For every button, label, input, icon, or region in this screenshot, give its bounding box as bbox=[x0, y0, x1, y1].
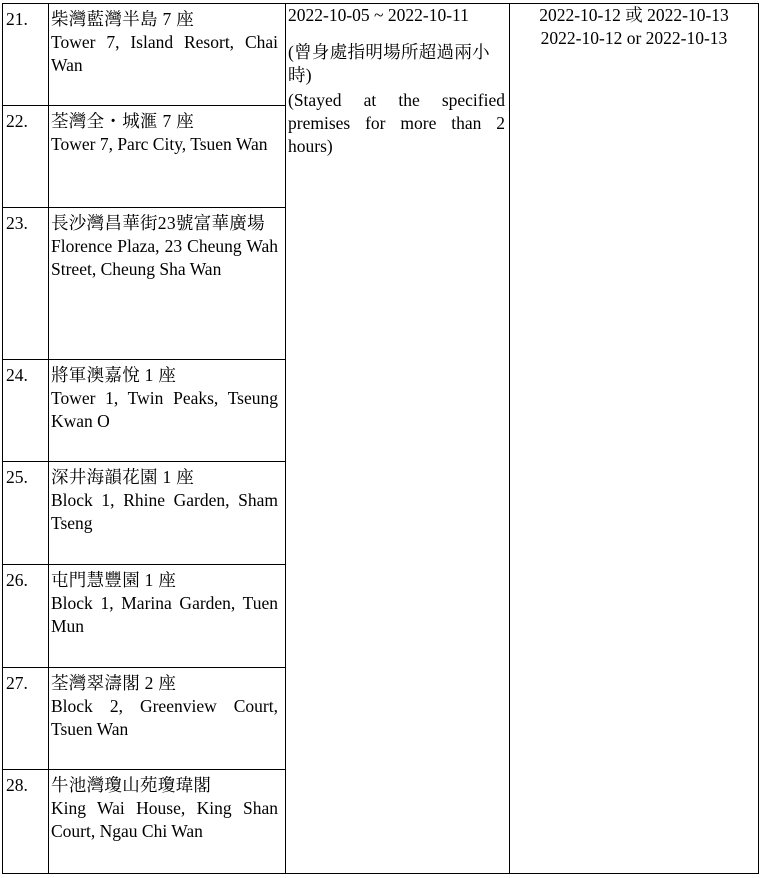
period-note-zh: (曾身處指明場所超過兩小時) bbox=[288, 42, 490, 85]
location-name-en: Tower 7, Parc City, Tsuen Wan bbox=[51, 134, 268, 154]
location-cell bbox=[51, 466, 278, 535]
location-cell bbox=[51, 569, 278, 638]
location-name-zh: 屯門慧豐園 1 座 bbox=[51, 570, 177, 590]
row-number: 28. bbox=[6, 775, 28, 795]
period-cell bbox=[288, 4, 505, 158]
location-name-en: Block 1, Rhine Garden, Sham Tseng bbox=[51, 490, 278, 533]
test-date-cell bbox=[511, 4, 757, 50]
location-name-zh: 荃灣全・城滙 7 座 bbox=[51, 111, 194, 131]
period-note-en: (Stayed at the specified premises for more than 2 hours) bbox=[288, 90, 505, 156]
row-number: 21. bbox=[6, 9, 28, 29]
table-border bbox=[2, 769, 286, 770]
location-name-en: Block 2, Greenview Court, Tsuen Wan bbox=[51, 696, 278, 739]
table-border bbox=[2, 667, 286, 668]
location-cell bbox=[51, 212, 278, 281]
row-number: 24. bbox=[6, 365, 28, 385]
table-border bbox=[285, 3, 286, 874]
table-border bbox=[48, 3, 49, 874]
location-name-zh: 柴灣藍灣半島 7 座 bbox=[51, 9, 194, 29]
location-cell bbox=[51, 774, 278, 843]
table-border bbox=[2, 207, 286, 208]
location-name-zh: 荃灣翠濤閣 2 座 bbox=[51, 673, 177, 693]
location-name-en: Florence Plaza, 23 Cheung Wah Street, Cheung Sha Wan bbox=[51, 236, 278, 279]
table-border bbox=[2, 359, 286, 360]
location-cell bbox=[51, 672, 278, 741]
table-border bbox=[509, 3, 510, 874]
row-number: 27. bbox=[6, 673, 28, 693]
table-border bbox=[758, 3, 759, 874]
table-border bbox=[2, 873, 759, 874]
table-border bbox=[2, 3, 759, 4]
location-name-zh: 牛池灣瓊山苑瓊瑋閣 bbox=[51, 775, 212, 795]
row-number: 25. bbox=[6, 467, 28, 487]
location-cell bbox=[51, 364, 278, 433]
period-dates: 2022-10-05 ~ 2022-10-11 bbox=[288, 5, 469, 25]
location-name-en: Tower 7, Island Resort, Chai Wan bbox=[51, 32, 278, 75]
test-date-zh: 2022-10-12 或 2022-10-13 bbox=[539, 5, 729, 25]
location-name-zh: 長沙灣昌華街23號富華廣場 bbox=[51, 213, 265, 233]
row-number: 22. bbox=[6, 111, 28, 131]
location-name-zh: 將軍澳嘉悅 1 座 bbox=[51, 365, 177, 385]
row-number: 23. bbox=[6, 213, 28, 233]
table-border bbox=[2, 3, 3, 874]
table-border bbox=[2, 564, 286, 565]
location-name-en: Tower 1, Twin Peaks, Tseung Kwan O bbox=[51, 388, 278, 431]
table-border bbox=[2, 461, 286, 462]
row-number: 26. bbox=[6, 570, 28, 590]
location-name-en: Block 1, Marina Garden, Tuen Mun bbox=[51, 593, 278, 636]
location-name-en: King Wai House, King Shan Court, Ngau Chi Wan bbox=[51, 798, 278, 841]
location-cell bbox=[51, 8, 278, 77]
test-date-en: 2022-10-12 or 2022-10-13 bbox=[540, 28, 728, 48]
location-name-zh: 深井海韻花園 1 座 bbox=[51, 467, 194, 487]
location-cell bbox=[51, 110, 278, 156]
table-border bbox=[2, 105, 286, 106]
